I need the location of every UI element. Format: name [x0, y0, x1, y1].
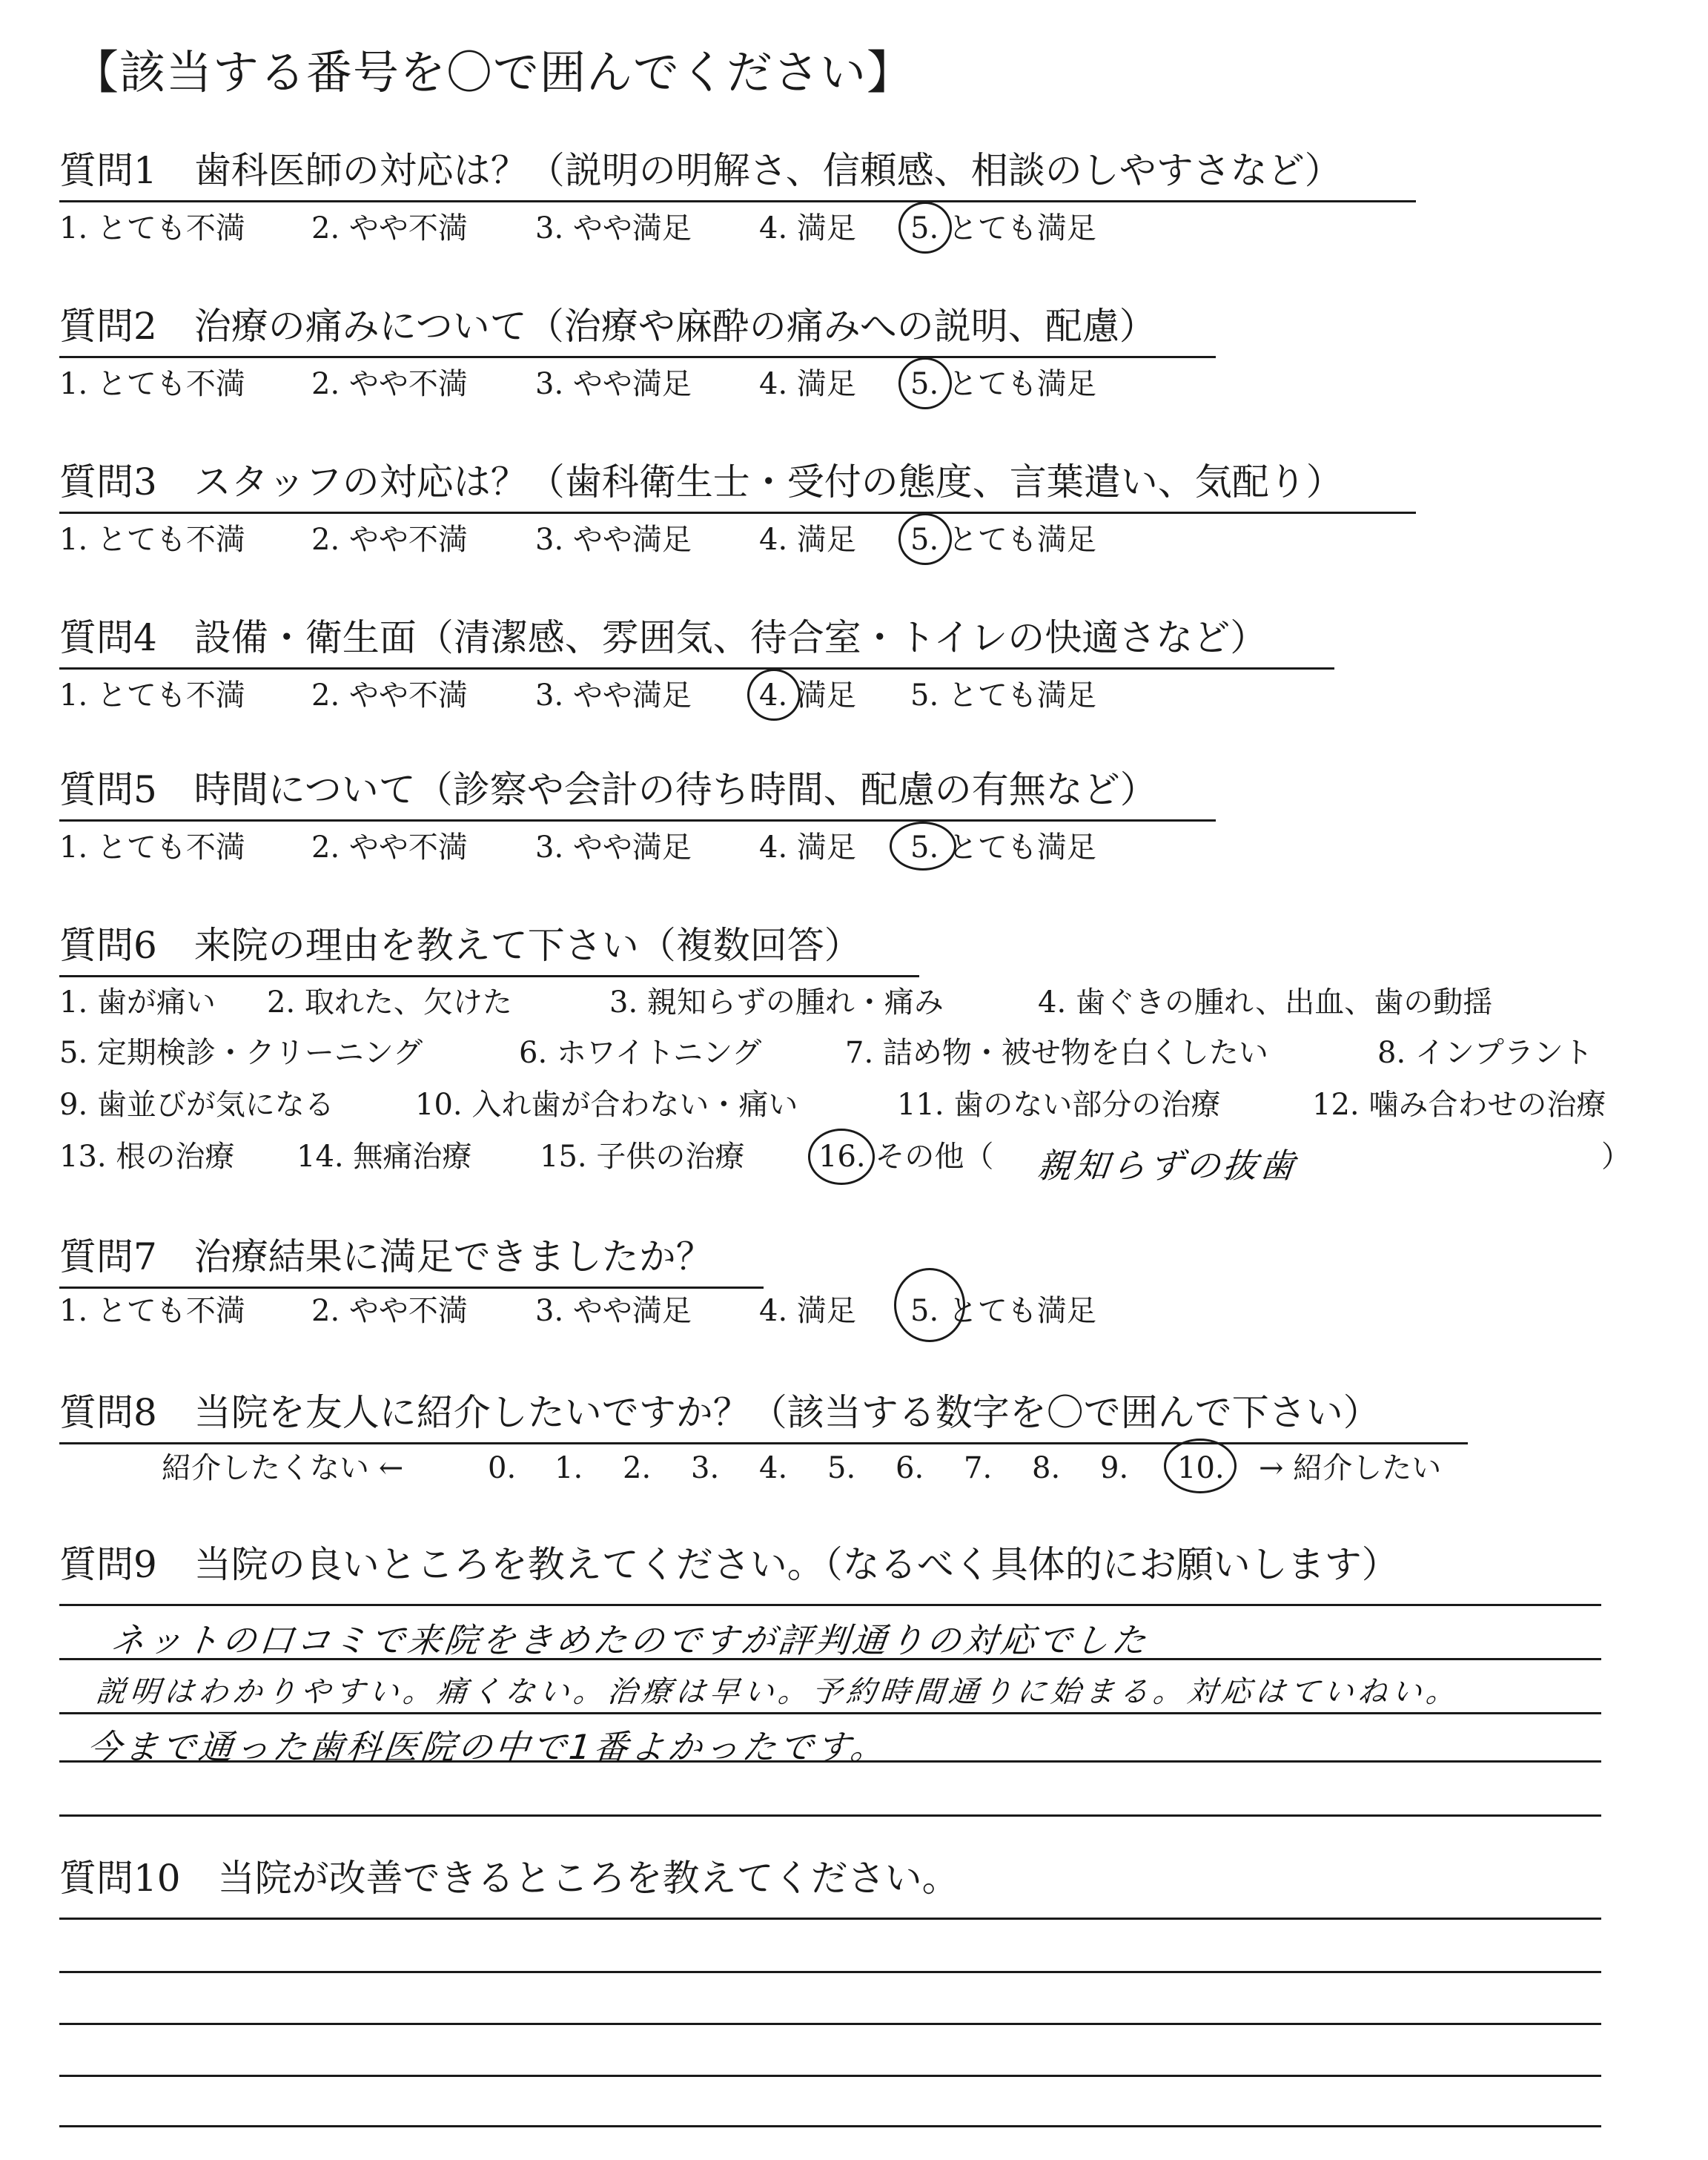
q6-option-12[interactable]: 12. 噛み合わせの治療 [1312, 1088, 1606, 1122]
q1-selection-circle [898, 202, 952, 254]
q3-option-4[interactable]: 4. 満足 [759, 523, 856, 557]
q10-answer-rule-3 [59, 2023, 1601, 2025]
question-8-heading: 質問8 当院を友人に紹介したいですか？（該当する数字を〇で囲んで下さい） [59, 1391, 1380, 1434]
q7-option-2[interactable]: 2. やや不満 [311, 1294, 468, 1328]
q7-option-3[interactable]: 3. やや満足 [535, 1294, 692, 1328]
q8-number-3[interactable]: 3. [691, 1451, 720, 1485]
q4-option-3[interactable]: 3. やや満足 [535, 678, 692, 713]
q8-selection-circle [1164, 1439, 1237, 1493]
page-title: 【該当する番号を〇で囲んでください】 [73, 45, 914, 99]
q8-number-5[interactable]: 5. [827, 1451, 856, 1485]
question-7-heading: 質問7 治療結果に満足できましたか？ [59, 1235, 713, 1278]
q6-option-6[interactable]: 6. ホワイトニング [519, 1036, 762, 1070]
q6-option-5[interactable]: 5. 定期検診・クリーニング [59, 1036, 423, 1070]
q6-selection-circle [808, 1129, 875, 1185]
question-10-heading: 質問10 当院が改善できるところを教えてください。 [59, 1857, 959, 1900]
q10-answer-rule-5 [59, 2125, 1601, 2127]
q6-option-16[interactable]: 16. その他（ [818, 1140, 994, 1174]
q6-option-7[interactable]: 7. 詰め物・被せ物を白くしたい [845, 1036, 1268, 1070]
q9-answer-rule-3 [59, 1712, 1601, 1714]
q2-option-1[interactable]: 1. とても不満 [59, 367, 245, 401]
question-7-underline [59, 1287, 764, 1289]
q8-number-9[interactable]: 9. [1100, 1451, 1129, 1485]
question-6-underline [59, 975, 919, 977]
question-1-heading: 質問1 歯科医師の対応は？（説明の明解さ、信頼感、相談のしやすさなど） [59, 149, 1342, 192]
q7-option-4[interactable]: 4. 満足 [759, 1294, 856, 1328]
question-4-underline [59, 667, 1334, 670]
q6-other-close-paren: ） [1601, 1140, 1631, 1174]
q3-option-1[interactable]: 1. とても不満 [59, 523, 245, 557]
q5-option-4[interactable]: 4. 満足 [759, 830, 856, 865]
q3-option-5[interactable]: 5. とても満足 [910, 523, 1096, 557]
q2-option-4[interactable]: 4. 満足 [759, 367, 856, 401]
q5-option-3[interactable]: 3. やや満足 [535, 830, 692, 865]
q2-option-2[interactable]: 2. やや不満 [311, 367, 468, 401]
q8-number-2[interactable]: 2. [623, 1451, 652, 1485]
q5-option-2[interactable]: 2. やや不満 [311, 830, 468, 865]
q6-option-14[interactable]: 14. 無痛治療 [297, 1140, 472, 1174]
question-4-heading: 質問4 設備・衛生面（清潔感、雰囲気、待合室・トイレの快適さなど） [59, 616, 1268, 659]
q9-answer-rule-5 [59, 1814, 1601, 1817]
q2-option-5[interactable]: 5. とても満足 [910, 367, 1096, 401]
question-9-heading: 質問9 当院の良いところを教えてください。（なるべく具体的にお願いします） [59, 1543, 1399, 1586]
q5-option-5[interactable]: 5. とても満足 [910, 830, 1096, 865]
q10-answer-rule-4 [59, 2075, 1601, 2077]
question-6-heading: 質問6 来院の理由を教えて下さい（複数回答） [59, 924, 861, 967]
q6-option-10[interactable]: 10. 入れ歯が合わない・痛い [415, 1088, 798, 1122]
q1-option-3[interactable]: 3. やや満足 [535, 211, 692, 245]
q9-answer-line-1: ネットの口コミで来院をきめたのですが評判通りの対応でした [108, 1620, 1151, 1660]
q1-option-1[interactable]: 1. とても不満 [59, 211, 245, 245]
q6-option-3[interactable]: 3. 親知らずの腫れ・痛み [609, 985, 944, 1020]
q1-option-5[interactable]: 5. とても満足 [910, 211, 1096, 245]
q7-option-1[interactable]: 1. とても不満 [59, 1294, 245, 1328]
q4-selection-circle [747, 669, 801, 721]
q8-number-6[interactable]: 6. [896, 1451, 924, 1485]
question-5-heading: 質問5 時間について（診察や会計の待ち時間、配慮の有無など） [59, 768, 1157, 811]
q3-option-3[interactable]: 3. やや満足 [535, 523, 692, 557]
q8-number-4[interactable]: 4. [759, 1451, 788, 1485]
q2-option-3[interactable]: 3. やや満足 [535, 367, 692, 401]
q4-option-1[interactable]: 1. とても不満 [59, 678, 245, 713]
q4-option-5[interactable]: 5. とても満足 [910, 678, 1096, 713]
q3-selection-circle [898, 513, 952, 565]
q1-option-2[interactable]: 2. やや不満 [311, 211, 468, 245]
q6-option-4[interactable]: 4. 歯ぐきの腫れ、出血、歯の動揺 [1038, 985, 1493, 1020]
q4-option-4[interactable]: 4. 満足 [759, 678, 856, 713]
q7-selection-circle [894, 1268, 965, 1342]
q4-option-2[interactable]: 2. やや不満 [311, 678, 468, 713]
q6-option-2[interactable]: 2. 取れた、欠けた [267, 985, 512, 1020]
q8-right-label: → 紹介したい [1259, 1451, 1442, 1485]
q8-left-label: 紹介したくない ← [162, 1451, 404, 1485]
q9-answer-line-2: 説明はわかりやすい。痛くない。治療は早い。予約時間通りに始まる。対応はていねい。 [94, 1675, 1463, 1709]
q6-option-9[interactable]: 9. 歯並びが気になる [59, 1088, 334, 1122]
question-2-underline [59, 356, 1216, 358]
q8-number-7[interactable]: 7. [964, 1451, 993, 1485]
question-3-underline [59, 512, 1416, 514]
q8-number-0[interactable]: 0. [488, 1451, 517, 1485]
q2-selection-circle [898, 357, 952, 409]
q10-answer-rule-2 [59, 1971, 1601, 1973]
q8-number-10[interactable]: 10. [1177, 1451, 1225, 1485]
question-3-heading: 質問3 スタッフの対応は？（歯科衛生士・受付の態度、言葉遣い、気配り） [59, 460, 1343, 503]
q5-selection-circle [890, 822, 956, 871]
q8-number-1[interactable]: 1. [555, 1451, 583, 1485]
q6-option-8[interactable]: 8. インプラント [1377, 1036, 1593, 1070]
q9-answer-rule-1 [59, 1604, 1601, 1606]
q6-option-13[interactable]: 13. 根の治療 [59, 1140, 235, 1174]
q1-option-4[interactable]: 4. 満足 [759, 211, 856, 245]
q7-option-5[interactable]: 5. とても満足 [910, 1294, 1096, 1328]
question-8-underline [59, 1442, 1468, 1444]
q5-option-1[interactable]: 1. とても不満 [59, 830, 245, 865]
q6-option-11[interactable]: 11. 歯のない部分の治療 [897, 1088, 1221, 1122]
q6-option-15[interactable]: 15. 子供の治療 [540, 1140, 745, 1174]
question-5-underline [59, 819, 1216, 822]
q9-answer-line-3: 今まで通った歯科医院の中で1番よかったです。 [85, 1727, 890, 1767]
question-2-heading: 質問2 治療の痛みについて（治療や麻酔の痛みへの説明、配慮） [59, 305, 1156, 348]
q8-number-8[interactable]: 8. [1032, 1451, 1061, 1485]
q10-answer-rule-1 [59, 1918, 1601, 1920]
q6-option-1[interactable]: 1. 歯が痛い [59, 985, 216, 1020]
q6-other-handwritten: 親知らずの抜歯 [1035, 1146, 1300, 1186]
q3-option-2[interactable]: 2. やや不満 [311, 523, 468, 557]
question-1-underline [59, 200, 1416, 202]
